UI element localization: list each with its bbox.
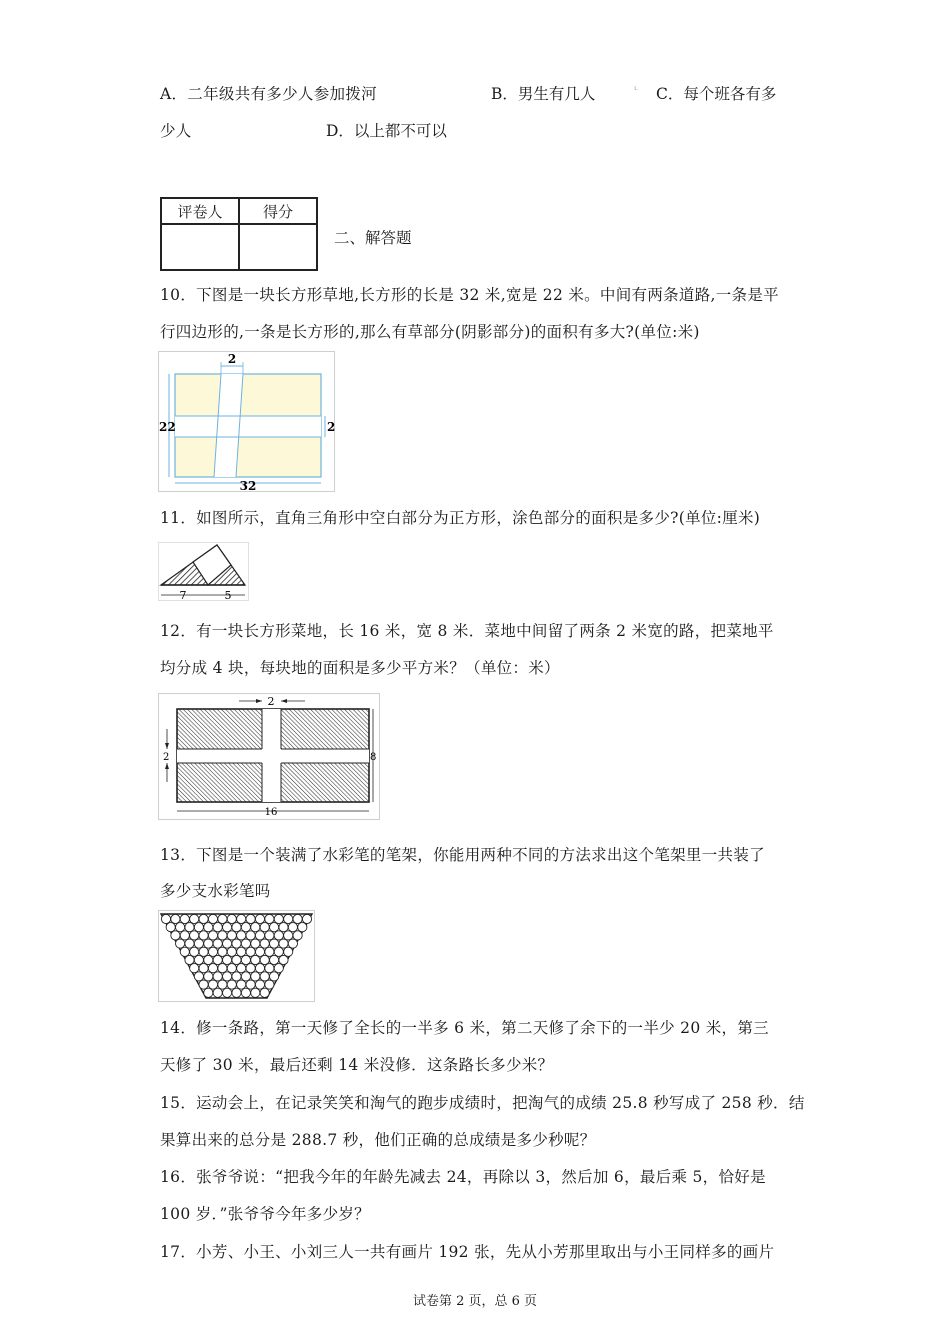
- pen-circle: [204, 972, 213, 981]
- pen-circle: [185, 923, 194, 932]
- pen-circle: [185, 955, 194, 964]
- pen-circle: [274, 947, 283, 956]
- pen-circle: [223, 923, 232, 932]
- q10-figure: [158, 351, 335, 492]
- pen-circle: [270, 923, 279, 932]
- pen-circle: [288, 939, 297, 948]
- pen-circle: [223, 972, 232, 981]
- pen-circle: [161, 914, 170, 923]
- pen-circle: [218, 947, 227, 956]
- pen-circle: [176, 923, 185, 932]
- q14-line-1: 14．修一条路，第一天修了全长的一半多 6 米，第二天修了余下的一半少 20 米，第三: [160, 1019, 769, 1037]
- pen-circle: [237, 964, 246, 973]
- score-table-score-header: 得分: [239, 198, 317, 224]
- pen-circle: [270, 972, 279, 981]
- pen-circle: [270, 955, 279, 964]
- q10-bottom-label: 32: [239, 479, 257, 493]
- pen-circle: [232, 939, 241, 948]
- pen-circle: [194, 939, 203, 948]
- q10-right-label: 2: [327, 420, 336, 434]
- pen-circle: [176, 939, 185, 948]
- score-table-reviewer-header: 评卷人: [161, 198, 239, 224]
- pen-circle: [190, 914, 199, 923]
- pen-circle: [265, 964, 274, 973]
- pen-circle: [213, 988, 222, 997]
- pen-circle: [241, 988, 250, 997]
- q15-line-2: 果算出来的总分是 288.7 秒，他们正确的总成绩是多少秒呢？: [160, 1131, 596, 1149]
- pen-circle: [255, 947, 264, 956]
- option-a: A．二年级共有多少人参加拨河: [160, 85, 377, 103]
- pen-circle: [204, 955, 213, 964]
- pen-circle: [208, 964, 217, 973]
- pen-circle: [199, 980, 208, 989]
- pen-circle: [265, 914, 274, 923]
- pen-circle: [265, 931, 274, 940]
- pen-circle: [246, 980, 255, 989]
- q16-line-1: 16．张爷爷说：“把我今年的年龄先减去 24，再除以 3，然后加 6，最后乘 5，恰好是: [160, 1168, 766, 1186]
- q13-line-1: 13．下图是一个装满了水彩笔的笔架，你能用两种不同的方法求出这个笔架里一共装了: [160, 846, 765, 864]
- q12-line-2: 均分成 4 块，每块地的面积是多少平方米？（单位：米）: [160, 659, 560, 677]
- pen-circle: [251, 972, 260, 981]
- option-c: C．每个班各有多: [656, 85, 777, 103]
- pen-circle: [284, 914, 293, 923]
- pen-circle: [251, 955, 260, 964]
- pen-circle: [227, 914, 236, 923]
- pen-circle: [293, 914, 302, 923]
- q12-right-label: 8: [370, 752, 377, 763]
- pen-circle: [255, 980, 264, 989]
- pen-circle: [227, 931, 236, 940]
- pen-circle: [260, 955, 269, 964]
- pen-circle: [204, 988, 213, 997]
- stray-mark: ᴸ: [634, 86, 638, 96]
- pen-circle: [218, 964, 227, 973]
- pen-circle: [246, 947, 255, 956]
- pen-circle: [171, 914, 180, 923]
- pen-circle: [251, 923, 260, 932]
- pen-circle: [194, 972, 203, 981]
- pen-circle: [265, 980, 274, 989]
- pen-circle: [279, 955, 288, 964]
- pen-circle: [255, 914, 264, 923]
- q11-left-label: 7: [179, 589, 187, 602]
- pen-circle: [274, 964, 283, 973]
- pen-circle: [237, 980, 246, 989]
- pen-circle: [232, 972, 241, 981]
- pen-circle: [190, 947, 199, 956]
- pen-circle: [190, 931, 199, 940]
- q12-left-label: 2: [163, 752, 170, 763]
- pen-circle: [260, 939, 269, 948]
- pen-circle: [237, 931, 246, 940]
- option-b: B．男生有几人: [491, 85, 596, 103]
- pen-circle: [208, 914, 217, 923]
- score-table-reviewer-cell[interactable]: [161, 224, 239, 270]
- pen-circle: [213, 939, 222, 948]
- pen-circle: [208, 980, 217, 989]
- q10-top-label: 2: [227, 352, 237, 366]
- pen-circle: [298, 923, 307, 932]
- pen-circle: [284, 931, 293, 940]
- pen-circle: [223, 955, 232, 964]
- q13-figure: [158, 910, 315, 1002]
- score-table: [160, 197, 318, 271]
- pen-circle: [260, 988, 269, 997]
- q13-line-2: 多少支水彩笔吗: [160, 882, 271, 900]
- pen-circle: [260, 972, 269, 981]
- pen-circle: [185, 939, 194, 948]
- pen-circle: [237, 914, 246, 923]
- pen-circle: [265, 947, 274, 956]
- pen-circle: [199, 964, 208, 973]
- pen-circle: [194, 955, 203, 964]
- pen-circle: [288, 923, 297, 932]
- pen-circle: [199, 914, 208, 923]
- pen-circle: [213, 955, 222, 964]
- pen-circle: [190, 964, 199, 973]
- q11-right-label: 5: [224, 589, 232, 602]
- q17-line-1: 17．小芳、小王、小刘三人一共有画片 192 张，先从小芳那里取出与小王同样多的画片: [160, 1243, 775, 1261]
- pen-circle: [194, 923, 203, 932]
- pen-circle: [227, 947, 236, 956]
- q16-line-2: 100 岁．”张爷爷今年多少岁？: [160, 1205, 370, 1223]
- pen-circle: [251, 939, 260, 948]
- pen-circle: [180, 931, 189, 940]
- section-title: 二、解答题: [334, 229, 412, 247]
- pen-circle: [223, 939, 232, 948]
- pen-circle: [241, 955, 250, 964]
- pen-circle: [246, 931, 255, 940]
- pen-circle: [232, 988, 241, 997]
- pen-circle: [246, 964, 255, 973]
- pen-circle: [279, 939, 288, 948]
- pen-circle: [270, 939, 279, 948]
- q10-line-1: 10．下图是一块长方形草地,长方形的长是 32 米,宽是 22 米。中间有两条道路,一条是平: [160, 286, 779, 304]
- pen-circle: [302, 914, 311, 923]
- option-c-continued: 少人: [160, 122, 192, 140]
- option-d: D．以上都不可以: [326, 122, 447, 140]
- pen-circle: [241, 972, 250, 981]
- pen-circle: [218, 980, 227, 989]
- pen-circle: [213, 972, 222, 981]
- q14-line-2: 天修了 30 米，最后还剩 14 米没修．这条路长多少米？: [160, 1056, 554, 1074]
- pen-circle: [166, 923, 175, 932]
- pen-circle: [180, 914, 189, 923]
- pen-circle: [208, 931, 217, 940]
- pen-rack-svg: [159, 911, 314, 1001]
- pen-circle: [227, 980, 236, 989]
- pen-circle: [260, 923, 269, 932]
- pen-circle: [255, 931, 264, 940]
- pen-circle: [274, 931, 283, 940]
- q12-line-1: 12．有一块长方形菜地，长 16 米，宽 8 米．菜地中间留了两条 2 米宽的路，把菜地平: [160, 622, 774, 640]
- pen-circle: [293, 931, 302, 940]
- q15-line-1: 15．运动会上，在记录笑笑和淘气的跑步成绩时，把淘气的成绩 25.8 秒写成了 258 秒．结: [160, 1094, 805, 1112]
- pen-circle: [237, 947, 246, 956]
- pen-circle: [218, 914, 227, 923]
- pen-circle: [251, 988, 260, 997]
- pen-circle: [232, 923, 241, 932]
- q12-bottom-label: 16: [264, 807, 278, 818]
- q11-line-1: 11．如图所示，直角三角形中空白部分为正方形，涂色部分的面积是多少?(单位:厘米): [160, 509, 761, 527]
- pen-circle: [246, 914, 255, 923]
- pen-circle: [274, 914, 283, 923]
- pen-circle: [241, 923, 250, 932]
- pen-circle: [199, 931, 208, 940]
- pen-circle: [284, 947, 293, 956]
- pen-circle: [255, 964, 264, 973]
- pen-circle: [218, 931, 227, 940]
- pen-circle: [208, 947, 217, 956]
- pen-circle: [232, 955, 241, 964]
- pen-circle: [213, 923, 222, 932]
- pen-circle: [171, 931, 180, 940]
- pen-circle: [204, 939, 213, 948]
- q10-left-label: 22: [159, 420, 176, 434]
- pen-circle: [180, 947, 189, 956]
- pen-circle: [241, 939, 250, 948]
- pen-circle: [279, 923, 288, 932]
- q10-line-2: 行四边形的,一条是长方形的,那么有草部分(阴影部分)的面积有多大?(单位:米): [160, 323, 700, 341]
- page-footer: 试卷第 2 页，总 6 页: [412, 1294, 538, 1309]
- pen-circle: [199, 947, 208, 956]
- pen-circle: [223, 988, 232, 997]
- pen-circle: [227, 964, 236, 973]
- score-table-score-cell[interactable]: [239, 224, 317, 270]
- q12-figure: [158, 693, 380, 820]
- q12-top-label: 2: [267, 695, 275, 708]
- pen-circle: [204, 923, 213, 932]
- q11-figure: [158, 542, 249, 601]
